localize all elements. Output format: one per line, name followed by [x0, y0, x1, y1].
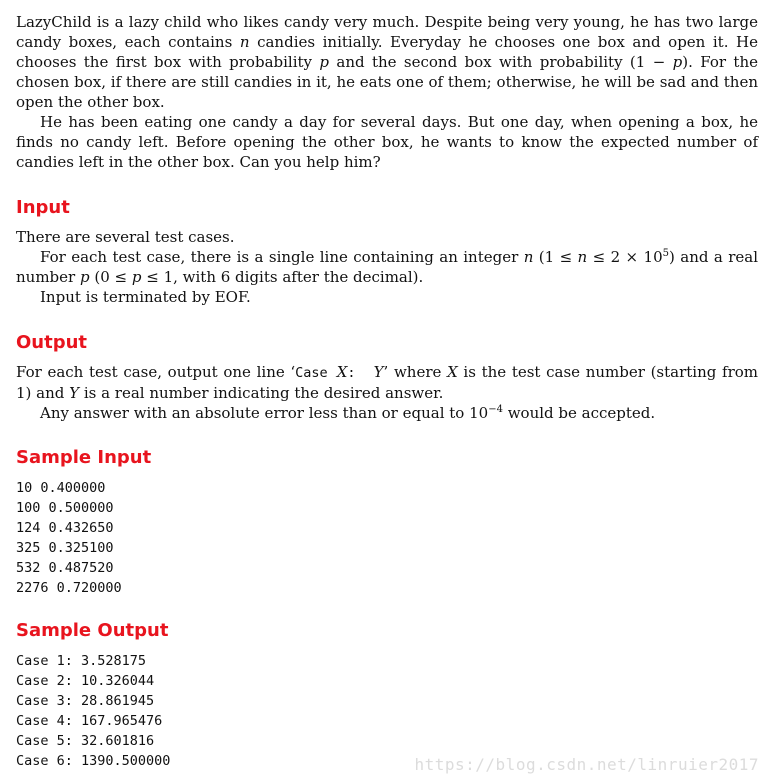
math-var: p [672, 53, 683, 71]
math-var: p [131, 268, 142, 286]
code-literal: Case [295, 365, 337, 381]
statement-paragraph-2: He has been eating one candy a day for several days. But one day, when opening a box, he finds no candy left. Before opening the other box, he wants to know the expected number of candies left in the other box. Can you help him? [16, 113, 758, 171]
input-line-3: Input is terminated by EOF. [40, 288, 251, 306]
input-text: For each test case, there is a single line containing an integer [40, 248, 524, 266]
input-line-2 [16, 247, 758, 287]
output-text: is the test case number (starting from 1) and [16, 363, 759, 402]
math-var: p [319, 53, 329, 71]
input-text: (0 ≤ [89, 268, 132, 286]
output-line-2 [16, 403, 758, 423]
math-var: X [336, 363, 348, 381]
output-text: ’ where [383, 363, 448, 381]
sample-output-line: Case 1: 3.528175 [16, 653, 147, 669]
sample-output-line: Case 2: 10.326044 [16, 673, 155, 689]
sample-output-line: Case 3: 28.861945 [16, 693, 155, 709]
math-var: Y [373, 363, 384, 381]
math-var: n [239, 33, 250, 51]
output-line-1 [16, 362, 758, 403]
watermark: https://blog.csdn.net/linruier2017 [414, 755, 759, 774]
sample-input-line: 325 0.325100 [16, 540, 114, 556]
input-text: ≤ 2 × 10 [587, 248, 663, 266]
statement-text: ). For the chosen box, if there are still candies in it, he eats one of them; otherwise, he will be sad and then open the other box. [16, 53, 758, 111]
sample-output-line: Case 5: 32.601816 [16, 733, 155, 749]
output-text: is a real number indicating the desired answer. [79, 384, 444, 402]
math-var: Y [69, 384, 80, 402]
sample-input-block [16, 478, 758, 598]
input-text: (1 ≤ [533, 248, 578, 266]
math-var: n [577, 248, 588, 266]
statement-text: candies initially. Everyday he chooses one box and open it. He chooses the first box with probability [16, 33, 758, 71]
sample-output-line: Case 6: 1390.500000 [16, 753, 171, 769]
problem-page [16, 12, 758, 771]
exponent: −4 [488, 404, 503, 415]
statement-text: LazyChild is a lazy child who likes candy very much. Despite being very young, he has two large candy boxes, each contains [16, 13, 758, 51]
code-literal: : [347, 365, 374, 381]
sample-input-line: 10 0.400000 [16, 480, 106, 496]
sample-input-line: 100 0.500000 [16, 500, 114, 516]
input-heading: Input [16, 197, 70, 218]
math-var: n [523, 248, 534, 266]
output-heading: Output [16, 332, 88, 353]
math-var: X [447, 363, 458, 381]
sample-output-heading: Sample Output [16, 620, 169, 641]
sample-output-block [16, 651, 758, 771]
sample-input-heading: Sample Input [16, 447, 152, 468]
sample-output-line: Case 4: 167.965476 [16, 713, 163, 729]
input-text: ) and a real number [16, 248, 759, 286]
statement-paragraph-1 [16, 12, 758, 112]
sample-input-line: 532 0.487520 [16, 560, 114, 576]
input-text: ≤ 1, with 6 digits after the decimal). [141, 268, 424, 286]
input-line-1: There are several test cases. [16, 228, 235, 246]
output-text: would be accepted. [502, 404, 656, 422]
output-text: Any answer with an absolute error less than or equal to 10 [40, 404, 489, 422]
output-text: For each test case, output one line ‘ [16, 363, 296, 381]
sample-input-line: 124 0.432650 [16, 520, 114, 536]
exponent: 5 [662, 248, 669, 259]
sample-input-line: 2276 0.720000 [16, 580, 122, 596]
math-var: p [79, 268, 90, 286]
statement-text: and the second box with probability (1 − [329, 53, 673, 71]
